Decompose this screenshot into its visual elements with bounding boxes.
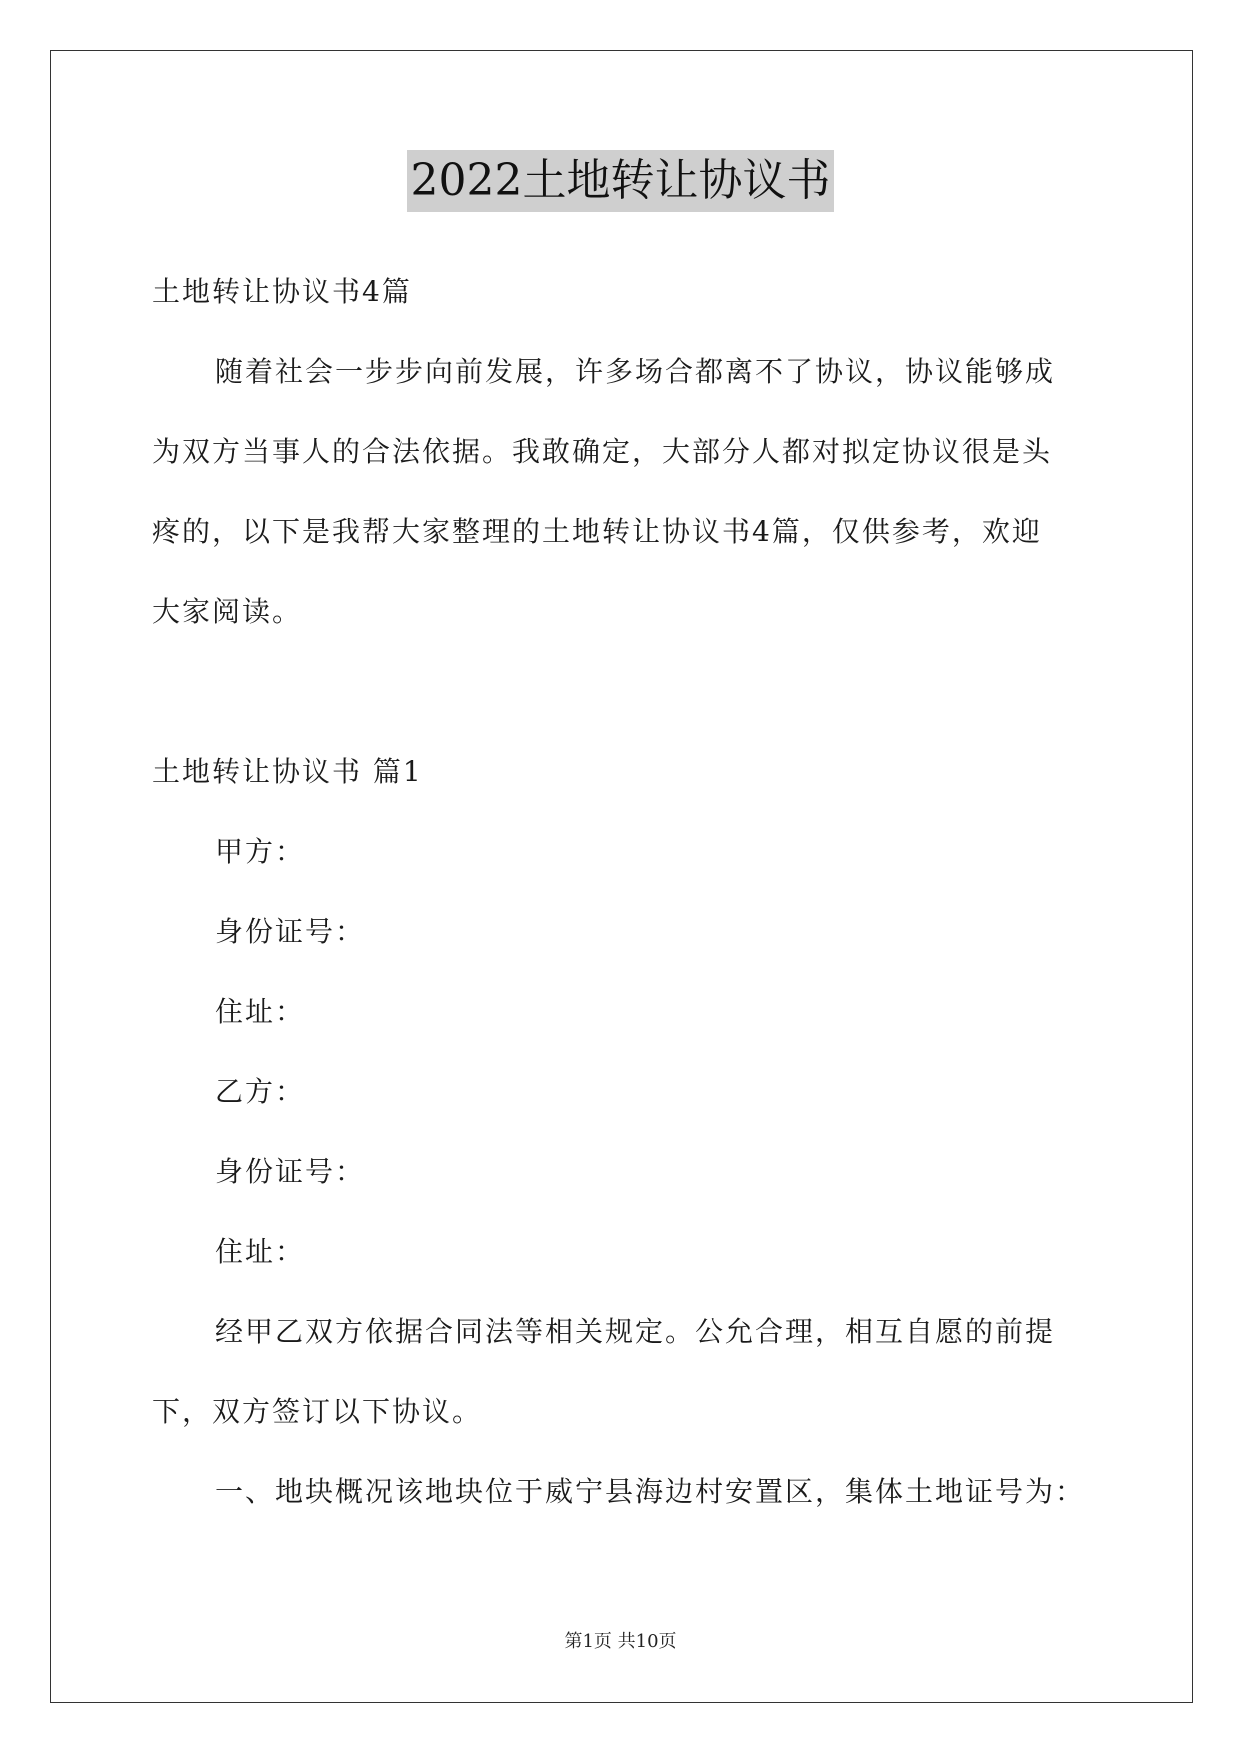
- title-container: [0, 150, 1241, 212]
- document-subtitle: 土地转让协议书4篇: [152, 275, 412, 308]
- intro-line-1: 随着社会一步步向前发展，许多场合都离不了协议，协议能够成: [215, 355, 1056, 388]
- party-b-label: 乙方：: [215, 1075, 306, 1108]
- intro-line-4: 大家阅读。: [152, 595, 303, 628]
- section-heading: 土地转让协议书 篇1: [152, 755, 423, 788]
- party-b-address-label: 住址：: [215, 1235, 306, 1268]
- party-a-address-label: 住址：: [215, 995, 306, 1028]
- party-a-label: 甲方：: [215, 835, 306, 868]
- document-title: 2022土地转让协议书: [407, 150, 835, 212]
- party-b-id-label: 身份证号：: [215, 1155, 366, 1188]
- party-a-id-label: 身份证号：: [215, 915, 366, 948]
- intro-line-3: 疼的，以下是我帮大家整理的土地转让协议书4篇，仅供参考，欢迎: [152, 515, 1042, 548]
- agreement-line-2: 下，双方签订以下协议。: [152, 1395, 483, 1428]
- page-footer: 第1页 共10页: [564, 1631, 677, 1652]
- intro-line-2: 为双方当事人的合法依据。我敢确定，大部分人都对拟定协议很是头: [152, 435, 1053, 468]
- clause-one: 一、地块概况该地块位于威宁县海边村安置区，集体土地证号为：: [215, 1475, 1086, 1508]
- agreement-line-1: 经甲乙双方依据合同法等相关规定。公允合理，相互自愿的前提: [215, 1315, 1056, 1348]
